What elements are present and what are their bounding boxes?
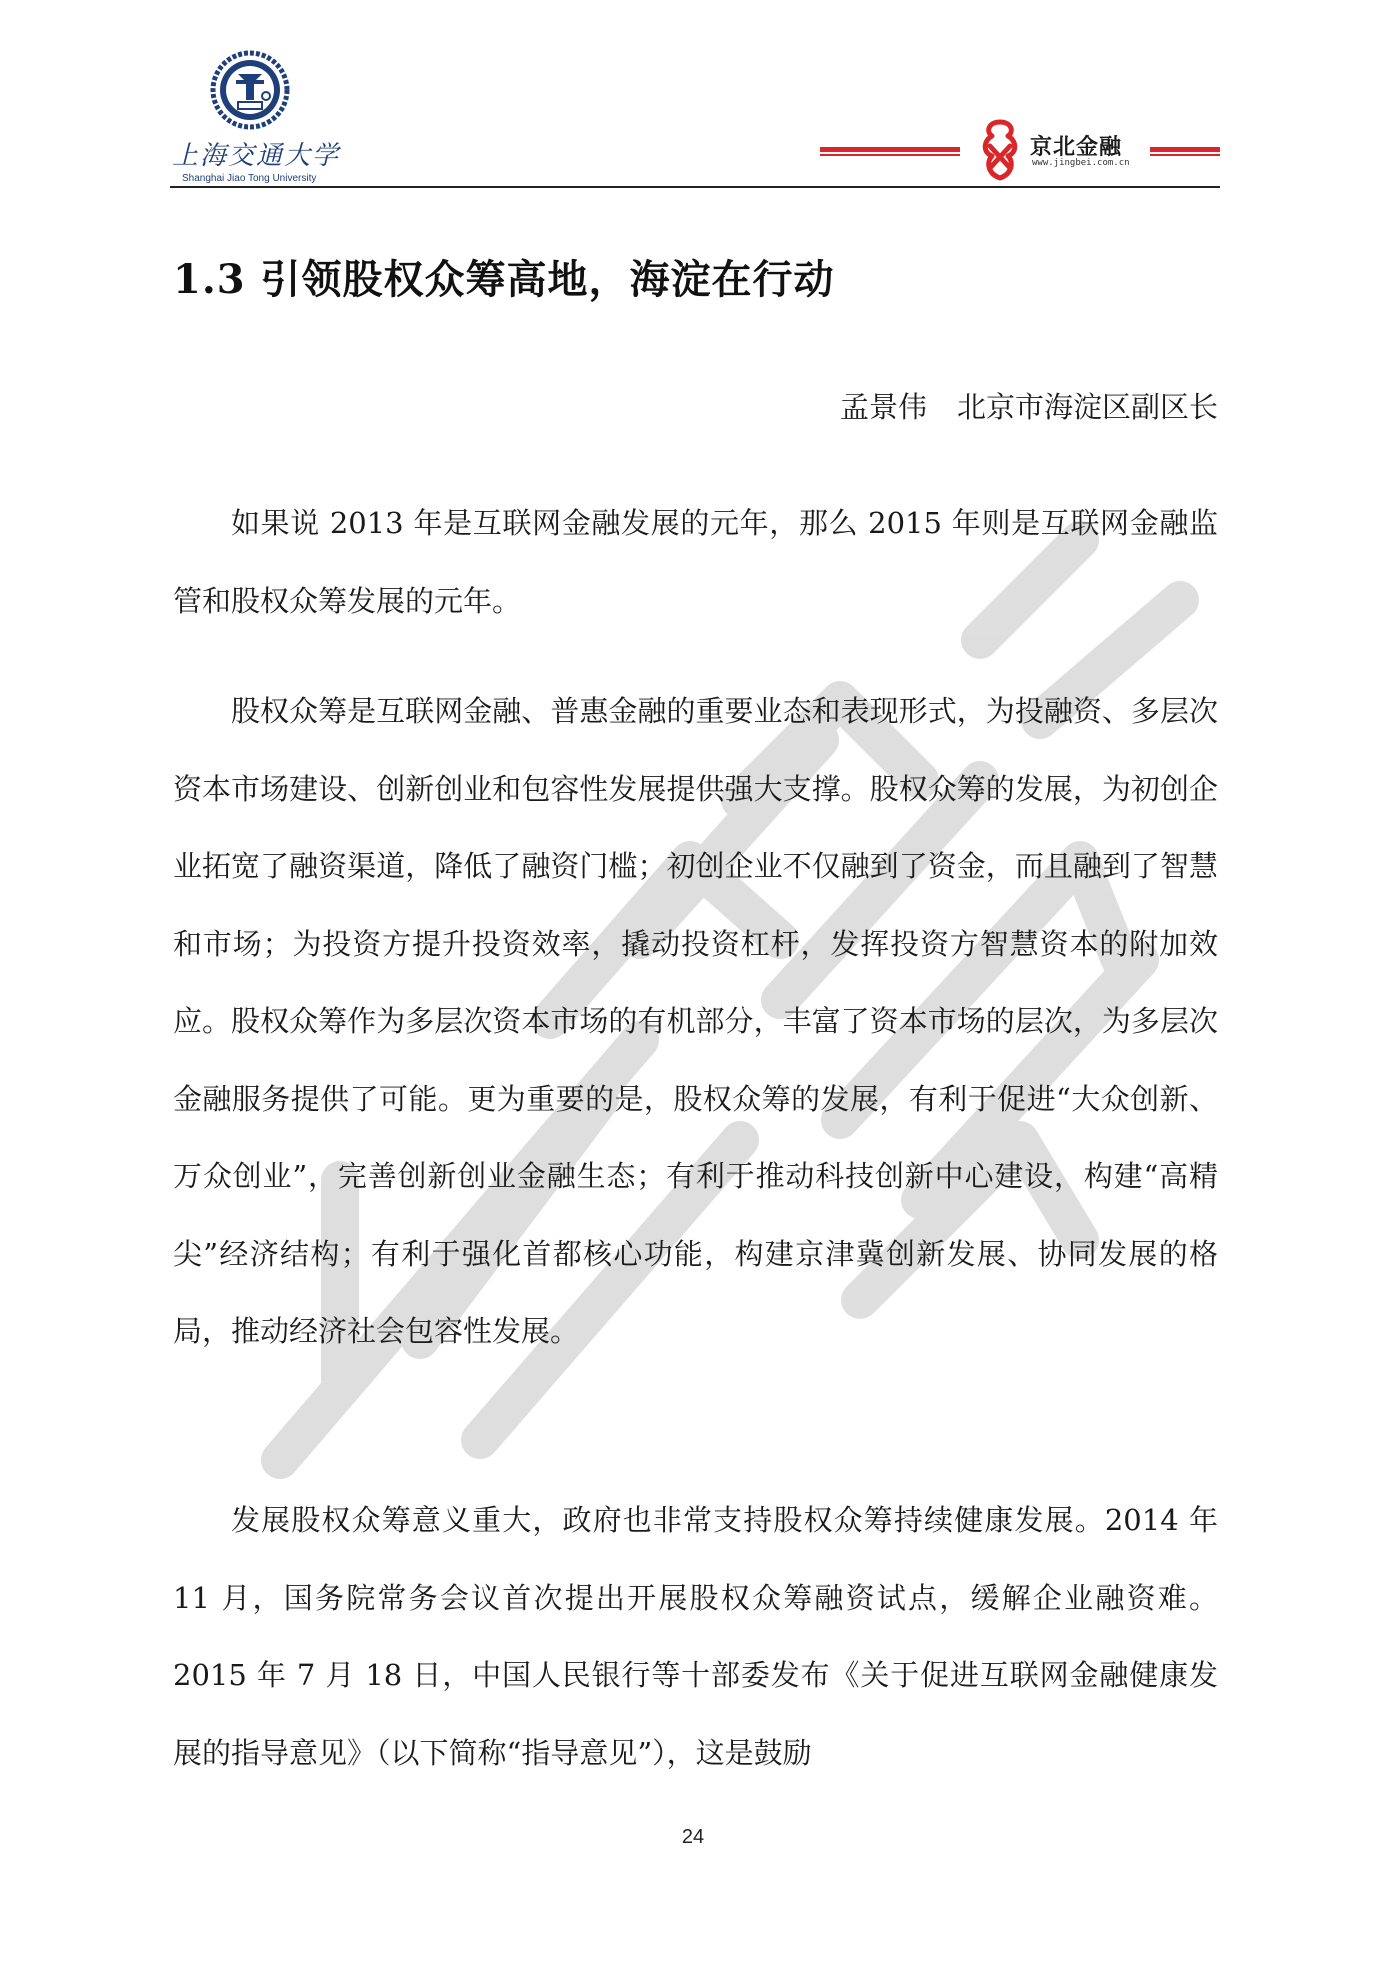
author-name: 孟景伟 <box>839 390 927 424</box>
decorative-red-bar <box>820 154 960 156</box>
page-header <box>0 0 1386 195</box>
author-line <box>840 385 1218 426</box>
paragraph-text: 发展股权众筹意义重大，政府也非常支持股权众筹持续健康发展。2014 年 11 月，国务院常务会议首次提出开展股权众筹融资试点，缓解企业融资难。2015 年 7 月 18 日，中国人民银行等十部委发布《关于促进互联网金融健康发展的指导意见》（以下简称“指导意见”），这是鼓励 <box>173 1503 1218 1770</box>
partner-url: www.jingbei.com.cn <box>1032 158 1130 168</box>
section-title: 1.3 引领股权众筹高地，海淀在行动 <box>173 256 835 303</box>
decorative-red-bar <box>820 147 960 152</box>
paragraph-text: 如果说 2013 年是互联网金融发展的元年，那么 2015 年则是互联网金融监管和股权众筹发展的元年。 <box>173 506 1218 618</box>
decorative-red-bar <box>1150 147 1220 152</box>
author-position: 北京市海淀区副区长 <box>956 390 1218 424</box>
page-number: 24 <box>681 1826 705 1848</box>
partner-logo <box>820 118 1220 178</box>
university-logo <box>160 50 341 190</box>
header-divider <box>170 186 1220 188</box>
paragraph-1 <box>173 485 1218 640</box>
university-emblem-icon <box>210 50 290 130</box>
partner-name: 京北金融 <box>1030 135 1123 160</box>
jingbei-logo-icon <box>978 118 1022 182</box>
university-name-en: Shanghai Jiao Tong University <box>182 173 317 184</box>
decorative-red-bar <box>1150 154 1220 156</box>
paragraph-3 <box>173 1482 1218 1792</box>
paragraph-text: 股权众筹是互联网金融、普惠金融的重要业态和表现形式，为投融资、多层次资本市场建设、创新创业和包容性发展提供强大支撑。股权众筹的发展，为初创企业拓宽了融资渠道，降低了融资门槛；初创企业不仅融到了资金，而且融到了智慧和市场；为投资方提升投资效率，撬动投资杠杆，发挥投资方智慧资本的附加效应。股权众筹作为多层次资本市场的有机部分，丰富了资本市场的层次，为多层次金融服务提供了可能。更为重要的是，股权众筹的发展，有利于促进“大众创新、万众创业”，完善创新创业金融生态；有利于推动科技创新中心建设，构建“高精尖”经济结构；有利于强化首都核心功能，构建京津冀创新发展、协同发展的格局，推动经济社会包容性发展。 <box>173 694 1218 1348</box>
university-name-cn: 上海交通大学 <box>172 141 341 171</box>
paragraph-2 <box>173 673 1218 1371</box>
